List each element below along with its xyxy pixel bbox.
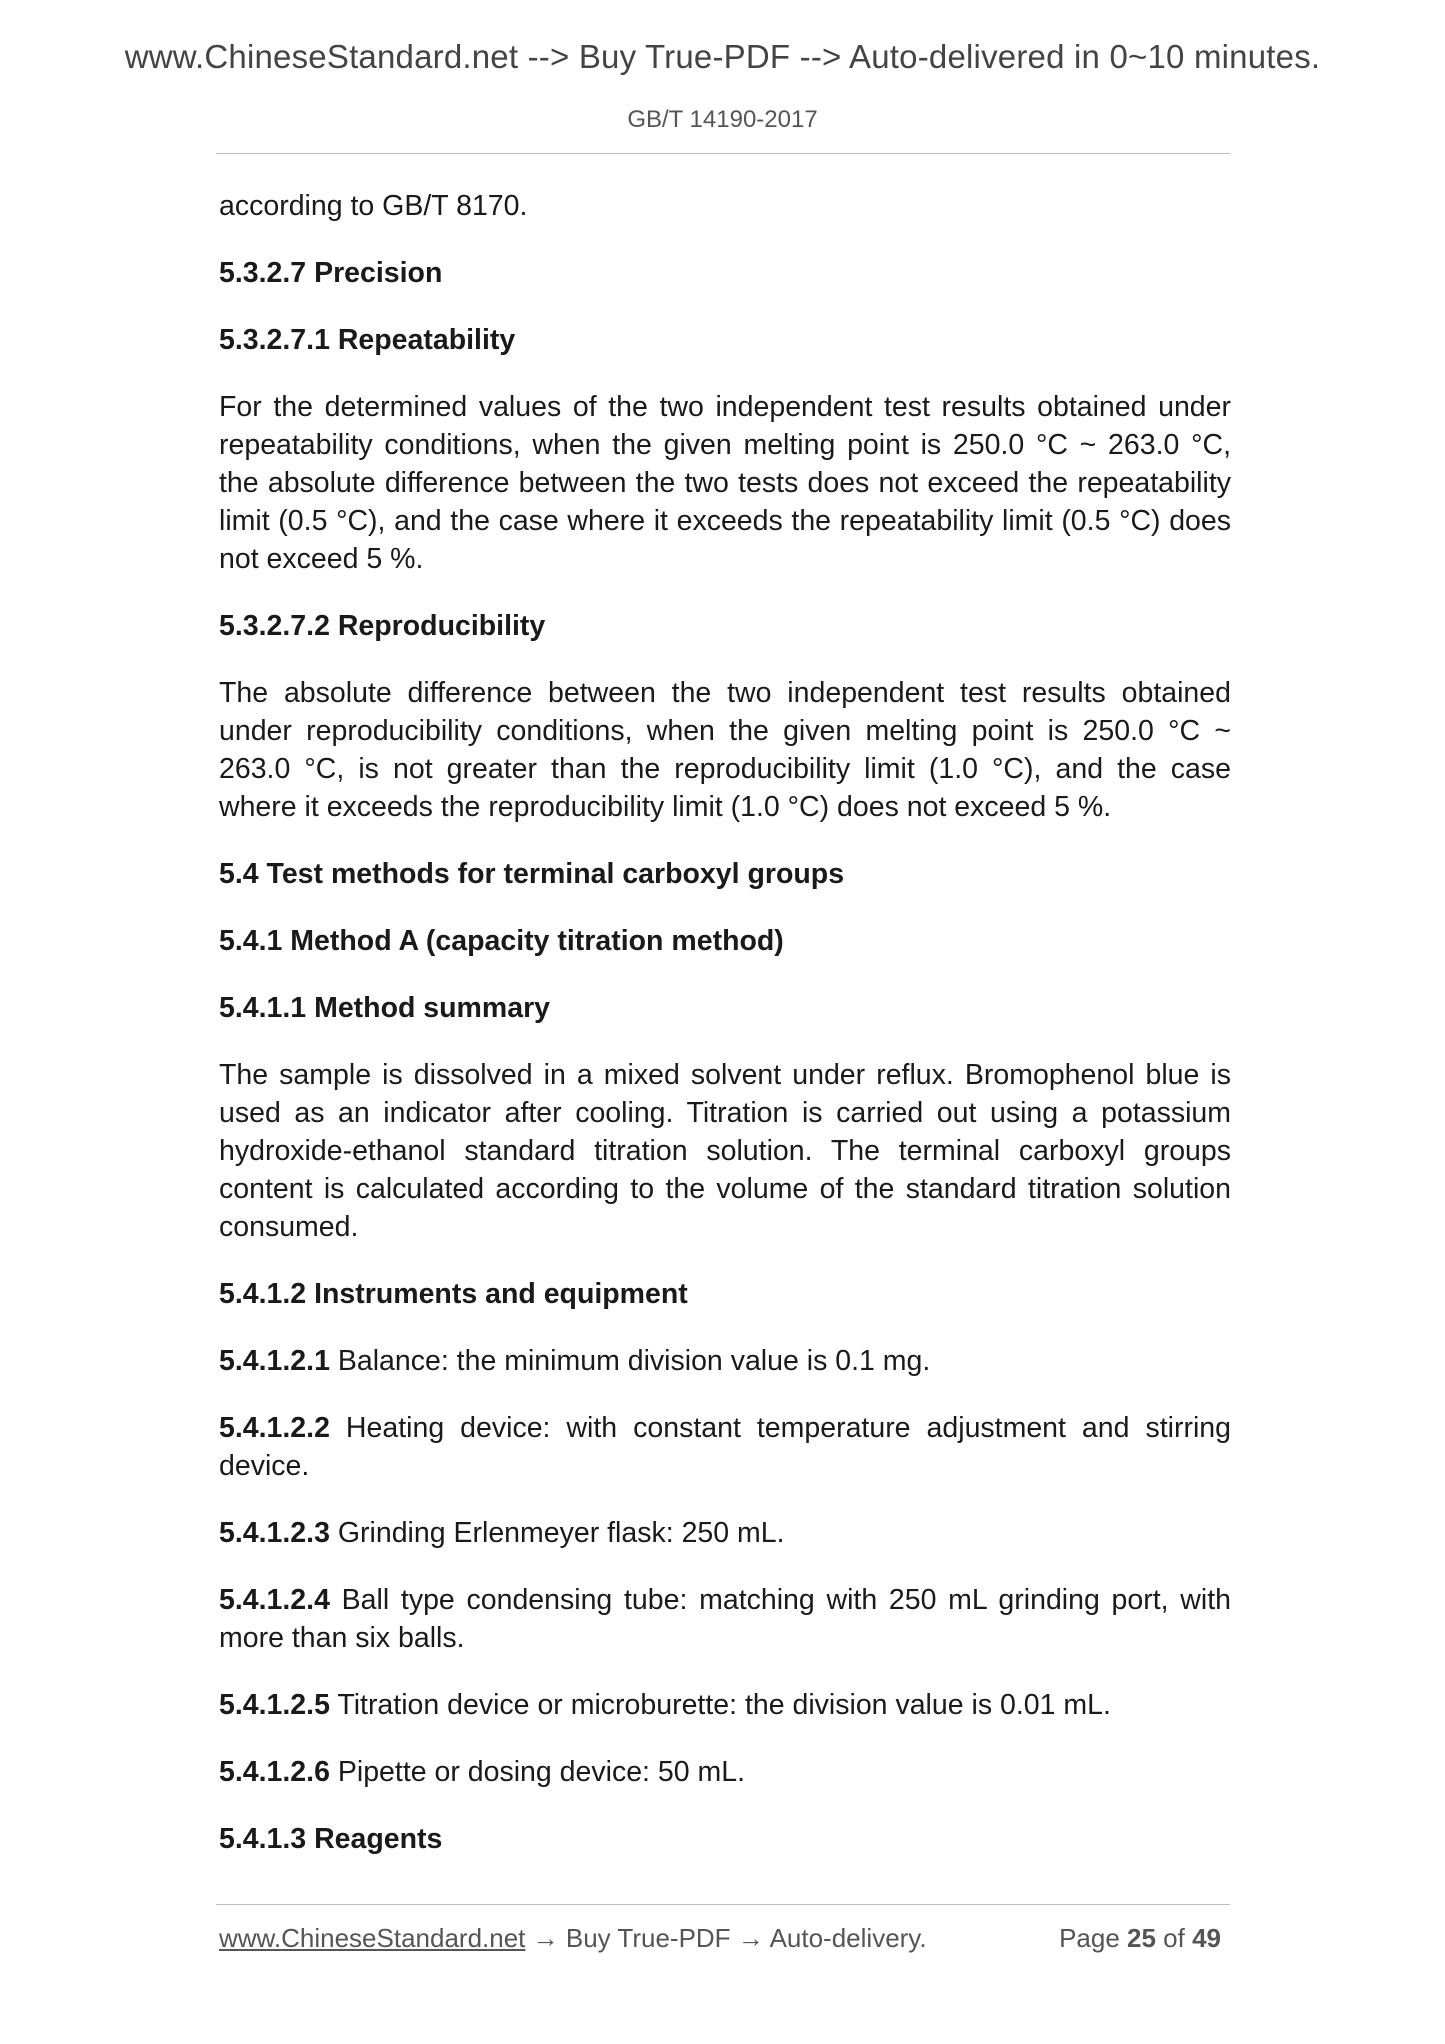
item-number: 5.4.1.2.4 — [219, 1584, 330, 1616]
item-text: Titration device or microburette: the division value is 0.01 mL. — [329, 1689, 1111, 1721]
of-label: of — [1155, 1923, 1193, 1953]
item-number: 5.4.1.2.5 — [219, 1689, 330, 1721]
paragraph-method-summary: The sample is dissolved in a mixed solvent under reflux. Bromophenol blue is used as an indicator after cooling. Titration is carried out using a potassium hydroxide-ethanol standard titration solution. The terminal carboxyl groups content is calculated according to the volume of the standard titration solution consumed. — [219, 1059, 1231, 1243]
item-erlenmeyer-flask — [219, 1514, 1231, 1552]
item-balance — [219, 1342, 1231, 1380]
heading-reagents: 5.4.1.3 Reagents — [219, 1823, 443, 1855]
paragraph-reproducibility: The absolute difference between the two independent test results obtained under reproducibility conditions, when the given melting point is 250.0 °C ~ 263.0 °C, is not greater than the reproducibility limit (1.0 °C), and the case where it exceeds the reproducibility limit (1.0 °C) does not exceed 5 %. — [219, 677, 1231, 823]
item-number: 5.4.1.2.3 — [219, 1517, 330, 1549]
paragraph-according: according to GB/T 8170. — [219, 190, 528, 222]
item-text: Grinding Erlenmeyer flask: 250 mL. — [329, 1517, 785, 1549]
item-heating-device — [219, 1409, 1231, 1485]
heading-method-a: 5.4.1 Method A (capacity titration method) — [219, 925, 784, 957]
heading-test-methods: 5.4 Test methods for terminal carboxyl groups — [219, 858, 845, 890]
footer-promo — [219, 1923, 927, 1954]
heading-precision: 5.3.2.7 Precision — [219, 257, 443, 289]
item-pipette — [219, 1753, 1231, 1791]
heading-repeatability: 5.3.2.7.1 Repeatability — [219, 324, 516, 356]
paragraph-repeatability: For the determined values of the two independent test results obtained under repeatability conditions, when the given melting point is 250.0 °C ~ 263.0 °C, the absolute difference between the two tests does not exceed the repeatability limit (0.5 °C), and the case where it exceeds the repeatability limit (0.5 °C) does not exceed 5 %. — [219, 391, 1231, 575]
item-titration-device — [219, 1686, 1231, 1724]
item-text: Heating device: with constant temperature adjustment and stirring device. — [219, 1412, 1231, 1482]
footer-site-link[interactable]: www.ChineseStandard.net — [219, 1923, 526, 1953]
item-condensing-tube — [219, 1581, 1231, 1657]
footer-promo-text: → Buy True-PDF → Auto-delivery. — [525, 1923, 927, 1953]
total-pages: 49 — [1192, 1923, 1221, 1953]
item-text: Ball type condensing tube: matching with 250 mL grinding port, with more than six balls. — [219, 1584, 1231, 1654]
current-page: 25 — [1127, 1923, 1156, 1953]
page-number — [1059, 1923, 1221, 1954]
footer-divider — [216, 1904, 1230, 1905]
heading-instruments: 5.4.1.2 Instruments and equipment — [219, 1278, 688, 1310]
heading-reproducibility: 5.3.2.7.2 Reproducibility — [219, 610, 546, 642]
item-text: Balance: the minimum division value is 0.1 mg. — [329, 1345, 931, 1377]
top-banner: www.ChineseStandard.net --> Buy True-PDF --> Auto-delivered in 0~10 minutes. — [124, 38, 1321, 75]
item-number: 5.4.1.2.1 — [219, 1345, 330, 1377]
item-number: 5.4.1.2.2 — [219, 1412, 330, 1444]
page-content — [219, 187, 1231, 1858]
page-label: Page — [1059, 1923, 1128, 1953]
heading-method-summary: 5.4.1.1 Method summary — [219, 992, 551, 1024]
item-text: Pipette or dosing device: 50 mL. — [329, 1756, 746, 1788]
header-divider — [216, 153, 1230, 154]
document-code: GB/T 14190-2017 — [627, 106, 818, 133]
item-number: 5.4.1.2.6 — [219, 1756, 330, 1788]
